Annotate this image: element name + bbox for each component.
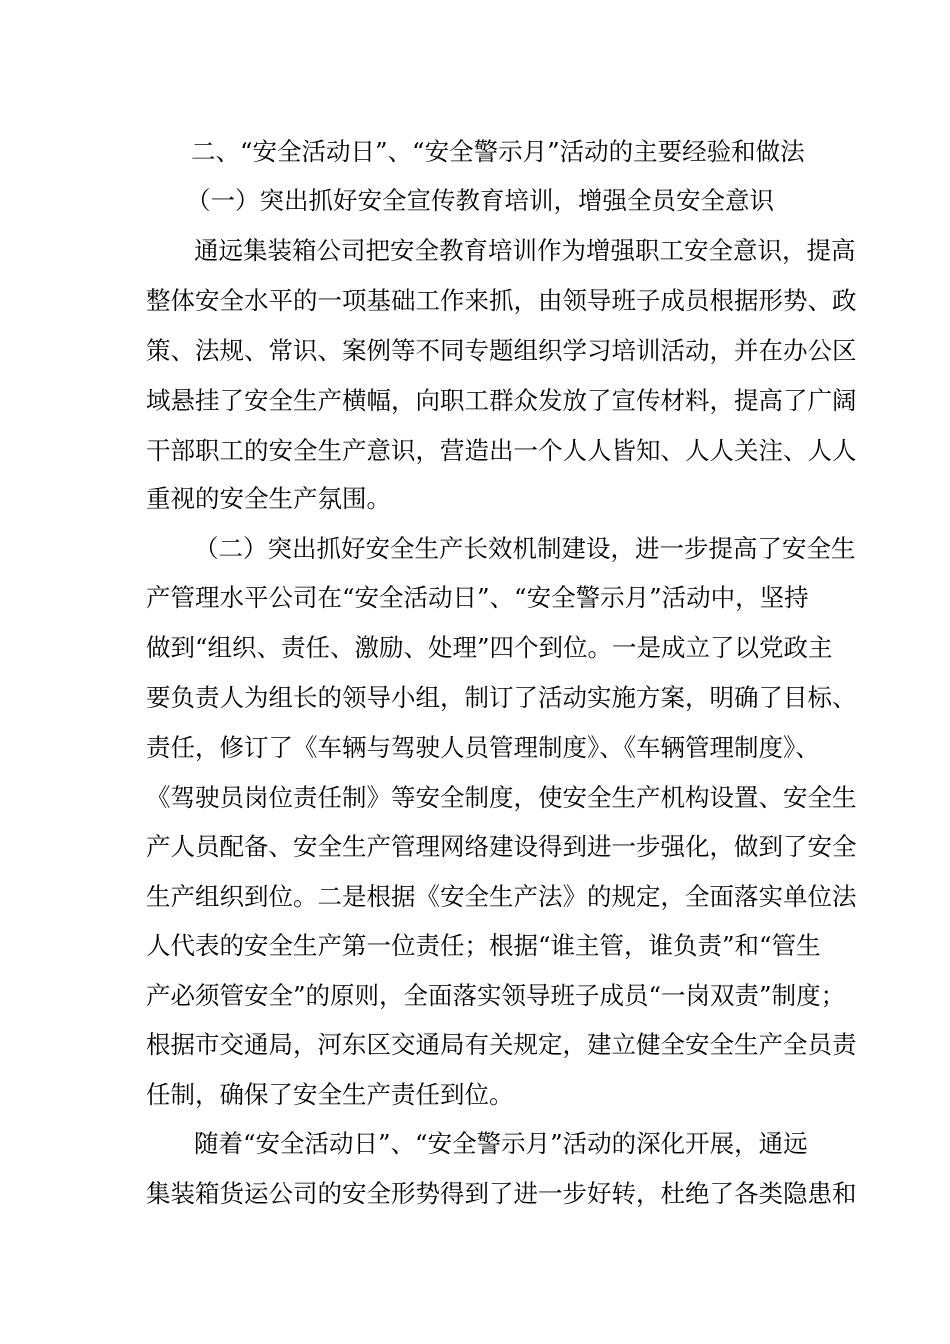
paragraph-line: 通远集装箱公司把安全教育培训作为增强职工安全意识，提高 bbox=[194, 236, 856, 265]
paragraph-line: 责任，修订了《车辆与驾驶人员管理制度》、《车辆管理制度》、 bbox=[146, 733, 820, 762]
paragraph-line: （二）突出抓好安全生产长效机制建设，进一步提高了安全生 bbox=[194, 534, 856, 563]
paragraph-line: 根据市交通局，河东区交通局有关规定，建立健全安全生产全员责 bbox=[146, 1030, 857, 1059]
paragraph-line: 整体安全水平的一项基础工作来抓，由领导班子成员根据形势、政 bbox=[146, 286, 857, 315]
paragraph-line: 产管理水平公司在“安全活动日”、“安全警示月”活动中，坚持 bbox=[146, 583, 809, 612]
paragraph-line: 《驾驶员岗位责任制》等安全制度，使安全生产机构设置、安全生 bbox=[146, 783, 857, 812]
paragraph-line: 任制，确保了安全生产责任到位。 bbox=[146, 1080, 514, 1109]
paragraph-line: 干部职工的安全生产意识，营造出一个人人皆知、人人关注、人人 bbox=[146, 436, 857, 465]
paragraph-line: 要负责人为组长的领导小组，制订了活动实施方案，明确了目标、 bbox=[146, 683, 857, 712]
paragraph-line: 做到“组织、责任、激励、处理”四个到位。一是成立了以党政主 bbox=[146, 633, 833, 662]
paragraph-line: 重视的安全生产氛围。 bbox=[146, 484, 391, 513]
paragraph-line: 随着“安全活动日”、“安全警示月”活动的深化开展，通远 bbox=[194, 1129, 808, 1158]
paragraph-line: 人代表的安全生产第一位责任；根据“谁主管，谁负责”和“管生 bbox=[146, 931, 821, 960]
paragraph-line: 产人员配备、安全生产管理网络建设得到进一步强化，做到了安全 bbox=[146, 832, 857, 861]
paragraph-line: 集装箱货运公司的安全形势得到了进一步好转，杜绝了各类隐患和 bbox=[146, 1179, 857, 1208]
paragraph-line: 生产组织到位。二是根据《安全生产法》的规定，全面落实单位法 bbox=[146, 882, 857, 911]
section-heading: 二、“安全活动日”、“安全警示月”活动的主要经验和做法 bbox=[191, 137, 805, 166]
paragraph-line: 产必须管安全”的原则，全面落实领导班子成员“一岗双责”制度； bbox=[146, 981, 846, 1010]
subsection-heading-1: （一）突出抓好安全宣传教育培训，增强全员安全意识 bbox=[186, 186, 774, 215]
paragraph-line: 域悬挂了安全生产横幅，向职工群众发放了宣传材料，提高了广阔 bbox=[146, 386, 857, 415]
paragraph-line: 策、法规、常识、案例等不同专题组织学习培训活动，并在办公区 bbox=[146, 336, 857, 365]
